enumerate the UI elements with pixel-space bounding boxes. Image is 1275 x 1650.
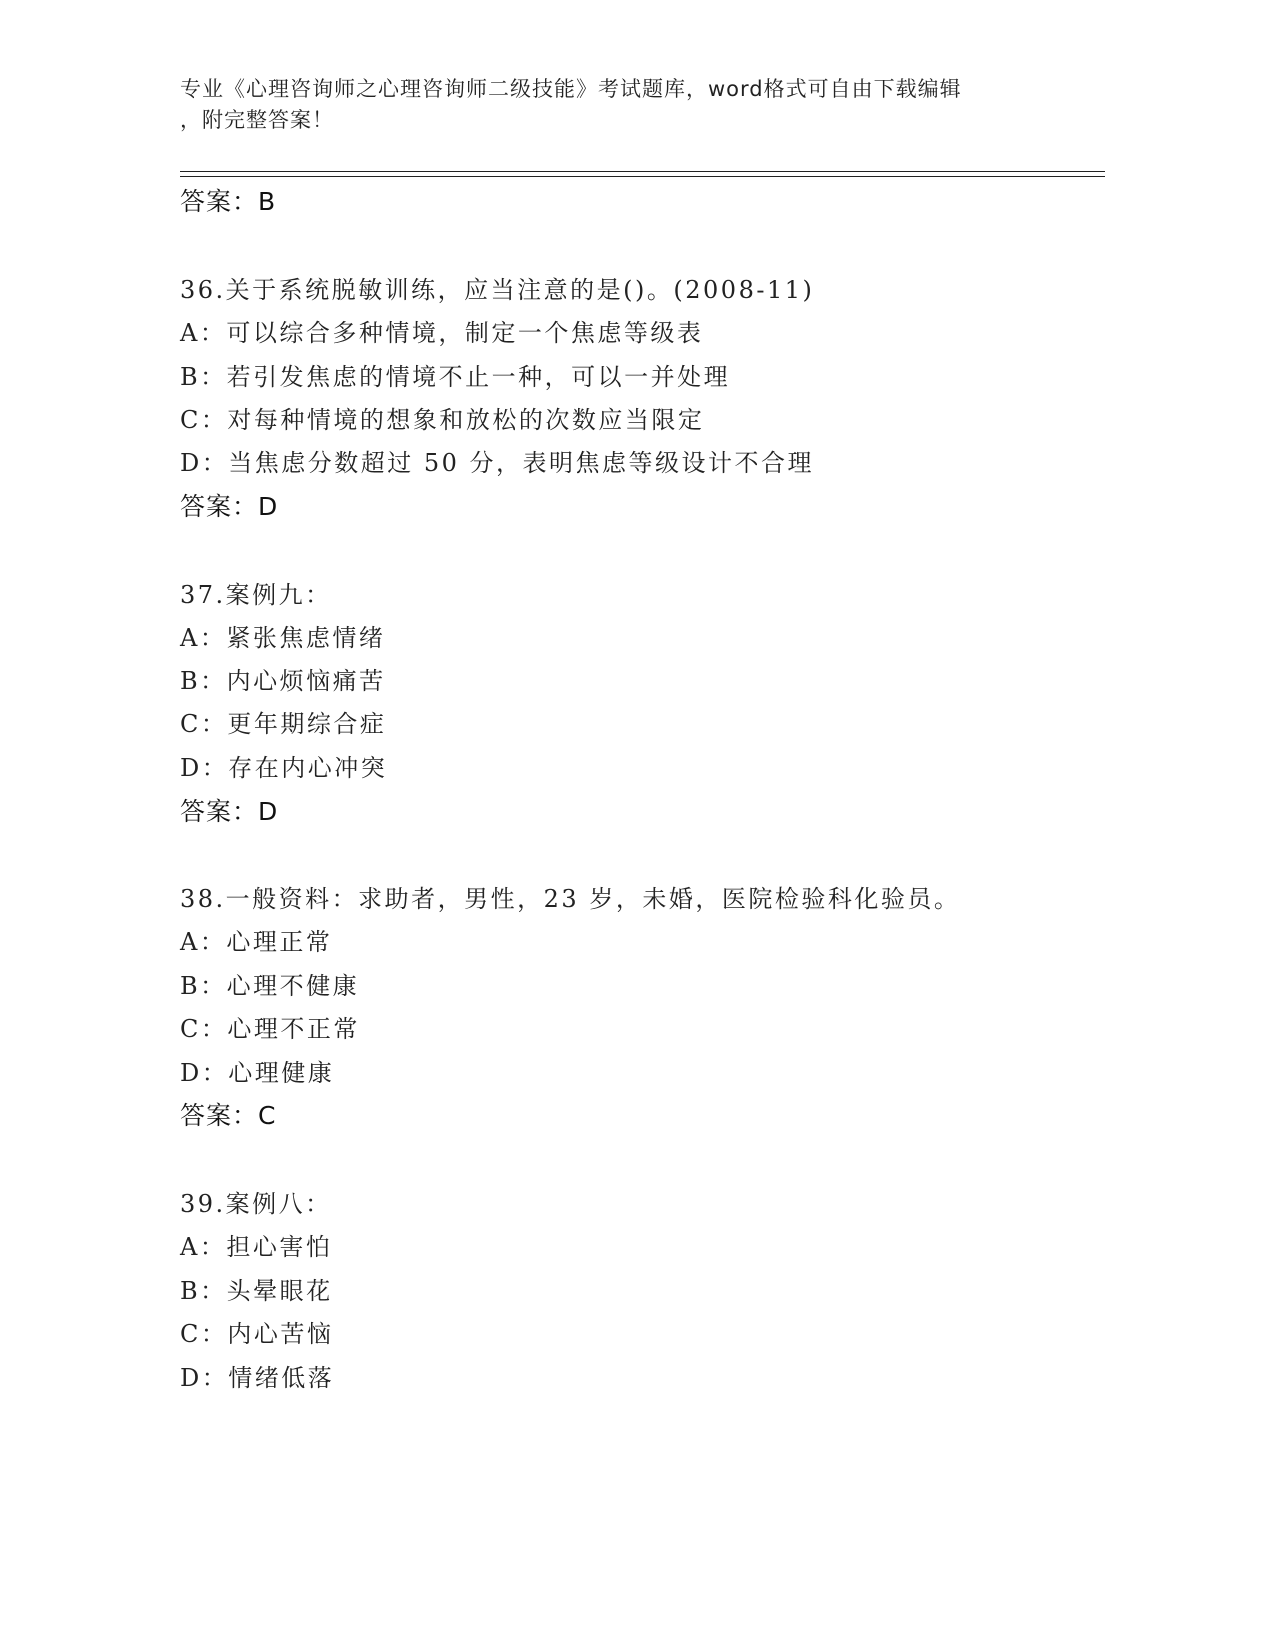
question-36-answer: 答案：D [180,492,279,521]
question-36-option-a: A：可以综合多种情境，制定一个焦虑等级表 [180,319,704,347]
question-38-stem: 38.一般资料：求助者，男性，23 岁，未婚，医院检验科化验员。 [180,885,961,913]
question-37-option-a: A：紧张焦虑情绪 [180,624,386,652]
question-38-option-d: D：心理健康 [180,1059,335,1087]
answer-35: 答案：B [180,187,277,216]
question-36-option-c: C：对每种情境的想象和放松的次数应当限定 [180,406,705,434]
question-38-option-b: B：心理不健康 [180,972,360,1000]
header-divider-bottom [180,176,1105,177]
question-36-option-b: B：若引发焦虑的情境不止一种，可以一并处理 [180,363,731,391]
question-36-option-d: D：当焦虑分数超过 50 分，表明焦虑等级设计不合理 [180,449,815,477]
document-header [180,74,1040,136]
header-divider-top [180,171,1105,172]
question-39-option-c: C：内心苦恼 [180,1320,334,1348]
header-line-1: 专业《心理咨询师之心理咨询师二级技能》考试题库，word格式可自由下载编辑 [180,77,962,101]
question-39-option-a: A：担心害怕 [180,1233,333,1261]
question-37-answer: 答案：D [180,797,279,826]
question-38-option-a: A：心理正常 [180,928,333,956]
question-37-option-c: C：更年期综合症 [180,710,387,738]
header-line-2: ，附完整答案！ [180,108,334,132]
question-38-answer: 答案：C [180,1101,277,1130]
question-38-option-c: C：心理不正常 [180,1015,360,1043]
question-37-option-b: B：内心烦恼痛苦 [180,667,386,695]
question-36-stem: 36.关于系统脱敏训练，应当注意的是()。(2008-11) [180,276,815,304]
question-39-option-b: B：头晕眼花 [180,1277,333,1305]
question-37-stem: 37.案例九： [180,581,332,609]
question-39-option-d: D：情绪低落 [180,1364,335,1392]
question-37-option-d: D：存在内心冲突 [180,754,388,782]
question-39-stem: 39.案例八： [180,1190,332,1218]
